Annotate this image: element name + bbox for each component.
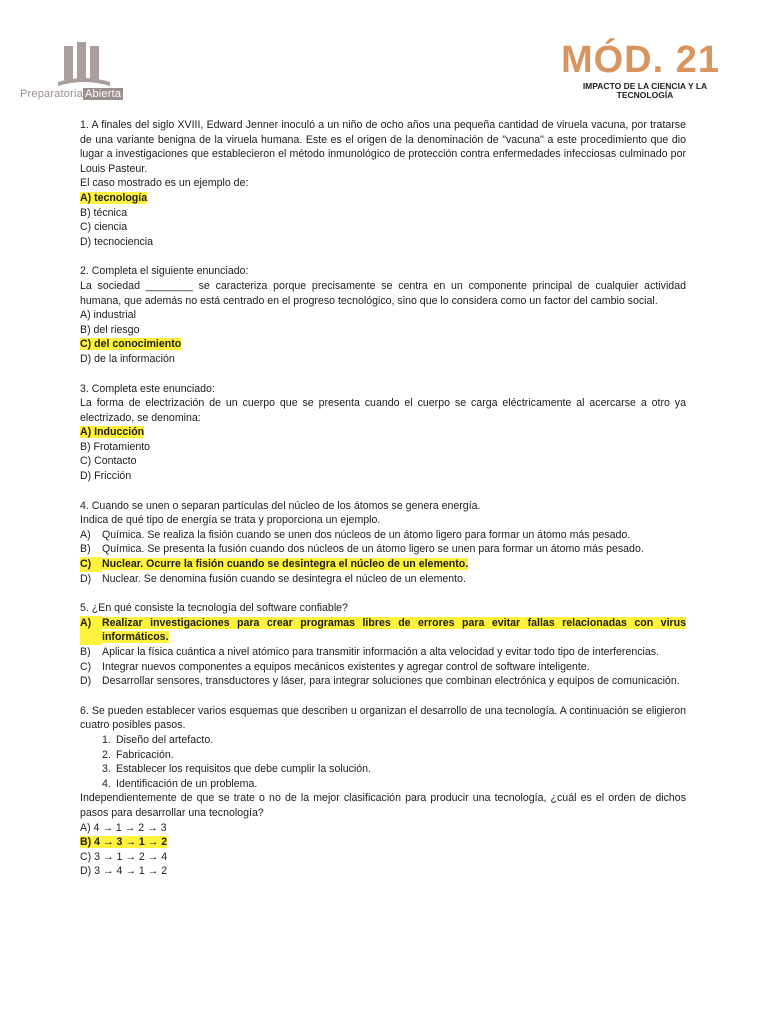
step-text: Identificación de un problema. [116, 777, 258, 790]
option-text: Química. Se presenta la fusión cuando dos núcleos de un átomo ligero se unen para formar un átomo más pesado. [102, 543, 644, 556]
option-letter: B) [80, 646, 91, 658]
step-number: 2. [102, 748, 111, 761]
question-1-option-b: B) técnica [80, 206, 128, 219]
step-text: Fabricación. [116, 748, 174, 761]
logo-text-b: Abierta [84, 88, 122, 100]
option-letter: A) [80, 616, 102, 645]
option-text: Aplicar la física cuántica a nivel atómico para transmitir información a alta velocidad y evitar todo tipo de interferencias. [102, 646, 660, 658]
question-1-option-d: D) tecnociencia [80, 235, 154, 248]
question-list [80, 118, 686, 894]
question-2 [80, 264, 686, 366]
question-1-text: 1. A finales del siglo XVIII, Edward Jenner inoculó a un niño de ocho años una pequeña cantidad de viruela vacuna, por tratarse de una variante benigna de la viruela humana. Este es el origen de la denominación de "vacuna" a este procedimiento que dio lugar a investigaciones que establecieron el método inmunológico de protección contra enfermedades infecciosas culminado por Louis Pasteur. [80, 119, 686, 175]
question-4-option-a [80, 528, 686, 543]
step-item [80, 733, 686, 748]
step-list [80, 733, 686, 791]
option-text: Realizar investigaciones para crear programas libres de errores para evitar fallas relacionadas con virus informáticos. [102, 616, 686, 644]
step-item [80, 777, 686, 792]
question-2-text: La sociedad ________ se caracteriza porque precisamente se centra en un componente principal de cualquier actividad humana, que además no está centrado en el progreso tecnológico, sino que lo considera como un factor del cambio social. [80, 279, 686, 307]
option-letter: C) [80, 660, 92, 673]
question-3-option-a: A) Inducción [80, 426, 145, 439]
question-5-option-a [80, 616, 686, 645]
step-item [80, 762, 686, 777]
module-subtitle: IMPACTO DE LA CIENCIA Y LA TECNOLOGÍA [582, 81, 708, 100]
question-6-prompt: Independientemente de que se trate o no de la mejor clasificación para producir una tecnología, ¿cuál es el orden de dichos pasos para desarrollar una tecnología? [80, 792, 686, 819]
question-1 [80, 118, 686, 249]
step-number: 4. [102, 777, 111, 790]
question-5 [80, 601, 686, 689]
question-3-option-b: B) Frotamiento [80, 440, 151, 453]
question-6-text: 6. Se pueden establecer varios esquemas que describen u organizan el desarrollo de una tecnología. A continuación se eligieron cuatro posibles pasos. [80, 704, 686, 732]
question-2-option-d: D) de la información [80, 352, 175, 365]
question-5-option-c [80, 660, 686, 675]
logo-text [20, 88, 123, 100]
option-text: Nuclear. Ocurre la fisión cuando se desintegra el núcleo de un elemento. [102, 558, 469, 571]
question-6-option-d: D) 3 → 4 → 1 → 2 [80, 865, 168, 878]
question-2-option-b: B) del riesgo [80, 323, 140, 336]
question-1-option-a: A) tecnología [80, 191, 148, 204]
question-5-option-d [80, 674, 686, 689]
module-title: MÓD. 21 [560, 39, 720, 81]
book-columns-icon [54, 40, 114, 92]
question-3-option-d: D) Fricción [80, 470, 132, 483]
logo-text-a: Preparatoria [20, 88, 83, 100]
question-5-title: 5. ¿En qué consiste la tecnología del software confiable? [80, 602, 348, 615]
question-6-option-a: A) 4 → 1 → 2 → 3 [80, 821, 167, 834]
step-number: 3. [102, 763, 111, 776]
question-2-title: 2. Completa el siguiente enunciado: [80, 265, 249, 278]
option-text: Nuclear. Se denomina fusión cuando se desintegra el núcleo de un elemento. [102, 572, 466, 585]
option-letter: D) [80, 572, 92, 585]
question-4-option-c [80, 557, 686, 572]
step-item [80, 748, 686, 763]
question-6-option-b: B) 4 → 3 → 1 → 2 [80, 836, 168, 849]
question-3 [80, 382, 686, 484]
option-letter: C) [80, 557, 102, 572]
question-2-option-a: A) industrial [80, 309, 136, 322]
question-1-option-c: C) ciencia [80, 221, 128, 234]
option-letter: B) [80, 543, 91, 556]
question-3-title: 3. Completa este enunciado: [80, 382, 215, 395]
question-1-prompt: El caso mostrado es un ejemplo de: [80, 177, 249, 190]
option-letter: D) [80, 675, 92, 688]
question-2-option-c: C) del conocimiento [80, 338, 182, 351]
option-text: Química. Se realiza la fisión cuando se unen dos núcleos de un átomo ligero para formar un átomo más pesado. [102, 528, 631, 541]
question-4-prompt: Indica de qué tipo de energía se trata y proporciona un ejemplo. [80, 514, 381, 527]
preparatoria-abierta-logo [20, 40, 170, 106]
option-text: Desarrollar sensores, transductores y láser, para integrar soluciones que combinan electrónica y equipos de comunicación. [102, 675, 680, 688]
step-text: Establecer los requisitos que debe cumplir la solución. [116, 763, 371, 776]
question-3-text: La forma de electrización de un cuerpo que se presenta cuando el cuerpo se carga eléctricamente al acercarse a otro ya electrizado, se denomina: [80, 397, 686, 424]
step-text: Diseño del artefacto. [116, 733, 214, 746]
option-letter: A) [80, 528, 91, 541]
question-4-text: 4. Cuando se unen o separan partículas del núcleo de los átomos se genera energía. [80, 499, 481, 512]
question-4-option-b [80, 542, 686, 557]
question-5-option-b [80, 645, 686, 660]
option-text: Integrar nuevos componentes a equipos mecánicos existentes y agregar control de software inteligente. [102, 660, 590, 673]
question-3-option-c: C) Contacto [80, 455, 137, 468]
question-4 [80, 499, 686, 587]
module-header [520, 38, 720, 100]
step-number: 1. [102, 733, 111, 746]
question-4-option-d [80, 572, 686, 587]
question-6 [80, 704, 686, 879]
question-6-option-c: C) 3 → 1 → 2 → 4 [80, 850, 168, 863]
